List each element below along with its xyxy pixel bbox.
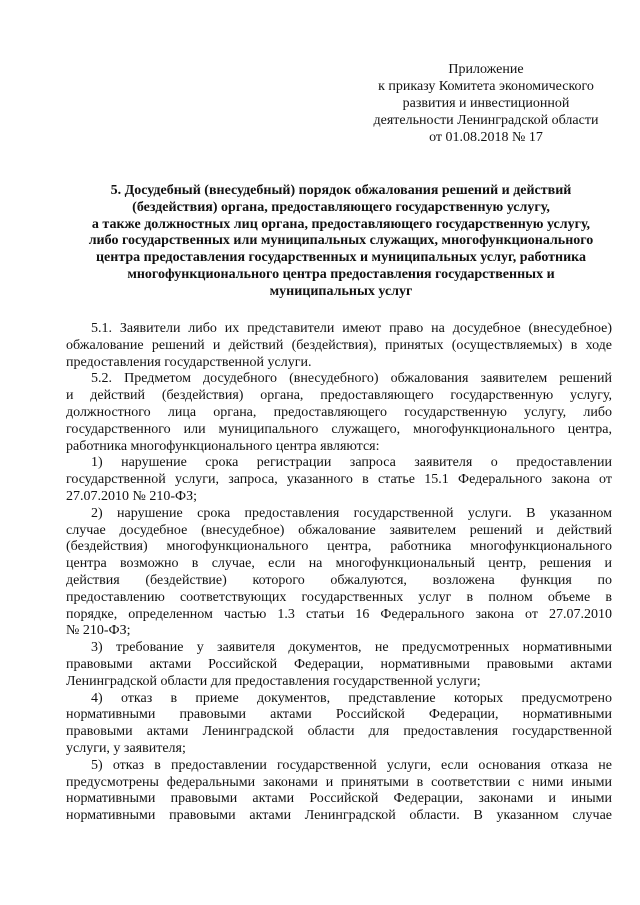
text-line: предусмотрены федеральными законами и принятыми в соответствии с ними иными — [66, 774, 612, 790]
appendix-line: к приказу Комитета экономического — [378, 79, 594, 94]
appendix-line: от 01.08.2018 № 17 — [429, 130, 543, 145]
paragraph-5-1 — [66, 321, 612, 371]
list-item-1 — [66, 455, 612, 505]
text-line: нормативными правовыми актами Ленинградской области. В указанном случае — [66, 808, 612, 824]
section-title-line: 5. Досудебный (внесудебный) порядок обжалования решений и действий — [110, 183, 572, 198]
section-title-line: муниципальных услуг — [269, 283, 413, 299]
list-item-3 — [66, 640, 612, 690]
text-line: государственной услуги, запроса, указанного в статье 15.1 Федерального закона от — [66, 472, 612, 488]
list-item-4 — [66, 691, 612, 758]
text-line: правовыми актами Российской Федерации, нормативными правовыми актами — [66, 656, 612, 672]
section-title-line: (бездействия) органа, предоставляющего государственную услугу, — [132, 199, 550, 215]
text-line: 4) отказ в приеме документов, представление которых предусмотрено — [91, 690, 612, 706]
text-line: порядке, определенном частью 1.3 статьи 16 Федерального закона от 27.07.2010 — [66, 606, 612, 622]
paragraph-5-2 — [66, 371, 612, 455]
appendix-line: деятельности Ленинградской области — [373, 113, 599, 128]
text-line: № 210-ФЗ; — [66, 623, 131, 639]
text-line: 27.07.2010 № 210-ФЗ; — [66, 488, 197, 504]
section-title-line: либо государственных или муниципальных служащих, многофункционального — [88, 233, 594, 249]
text-line: услуги, у заявителя; — [66, 740, 186, 756]
text-line: Ленинградской области для предоставления государственной услуги; — [66, 673, 481, 689]
text-line: правовыми актами Ленинградской области для предоставления государственной — [66, 724, 612, 740]
text-line: 5.2. Предметом досудебного (внесудебного) обжалования заявителем решений — [91, 371, 612, 387]
section-title-line: многофункционального центра предоставления государственных и — [127, 266, 555, 282]
text-line: нормативными правовыми актами Российской Федерации, нормативными — [66, 707, 612, 723]
text-line: 1) нарушение срока регистрации запроса заявителя о предоставлении — [91, 455, 612, 471]
appendix-header — [360, 61, 612, 146]
text-line: 5.1. Заявители либо их представители имеют право на досудебное (внесудебное) — [91, 321, 612, 336]
text-line: 3) требование у заявителя документов, не предусмотренных нормативными — [91, 640, 612, 656]
section-title — [70, 183, 612, 301]
text-line: случае досудебное (внесудебное) обжалование заявителем решений и действий — [66, 522, 612, 538]
text-line: государственного или муниципального служащего, многофункционального центра, — [66, 421, 612, 437]
text-line: центра возможно в случае, если на многофункциональный центр, решения и — [66, 556, 612, 572]
text-line: 5) отказ в предоставлении государственной услуги, если основания отказа не — [91, 757, 612, 773]
text-line: должностного лица органа, предоставляющего государственную услугу, либо — [66, 404, 612, 420]
text-line: и действий (бездействия) органа, предоставляющего государственную услугу, — [66, 388, 612, 404]
text-line: обжалование решений и действий (бездействия), принятых (осуществляемых) в ходе — [66, 337, 612, 353]
section-title-line: а также должностных лиц органа, предоставляющего государственную услугу, — [91, 216, 591, 232]
body-text — [66, 321, 612, 825]
list-item-5 — [66, 758, 612, 825]
text-line: нормативными правовыми актами Российской Федерации, законами и иными — [66, 791, 612, 807]
appendix-line: Приложение — [448, 62, 524, 77]
section-title-line: центра предоставления государственных и муниципальных услуг, работника — [95, 250, 587, 266]
text-line: действия (бездействие) которого обжалуются, возложена функция по — [66, 572, 612, 588]
text-line: предоставления государственной услуги. — [66, 354, 312, 370]
list-item-2 — [66, 506, 612, 640]
text-line: (бездействия) многофункционального центра, работника многофункционального — [66, 539, 612, 555]
appendix-line: развития и инвестиционной — [402, 96, 570, 111]
text-line: работника многофункционального центра являются: — [66, 438, 380, 454]
text-line: 2) нарушение срока предоставления государственной услуги. В указанном — [91, 505, 612, 521]
text-line: предоставлению соответствующих государственных услуг в полном объеме в — [66, 589, 612, 605]
